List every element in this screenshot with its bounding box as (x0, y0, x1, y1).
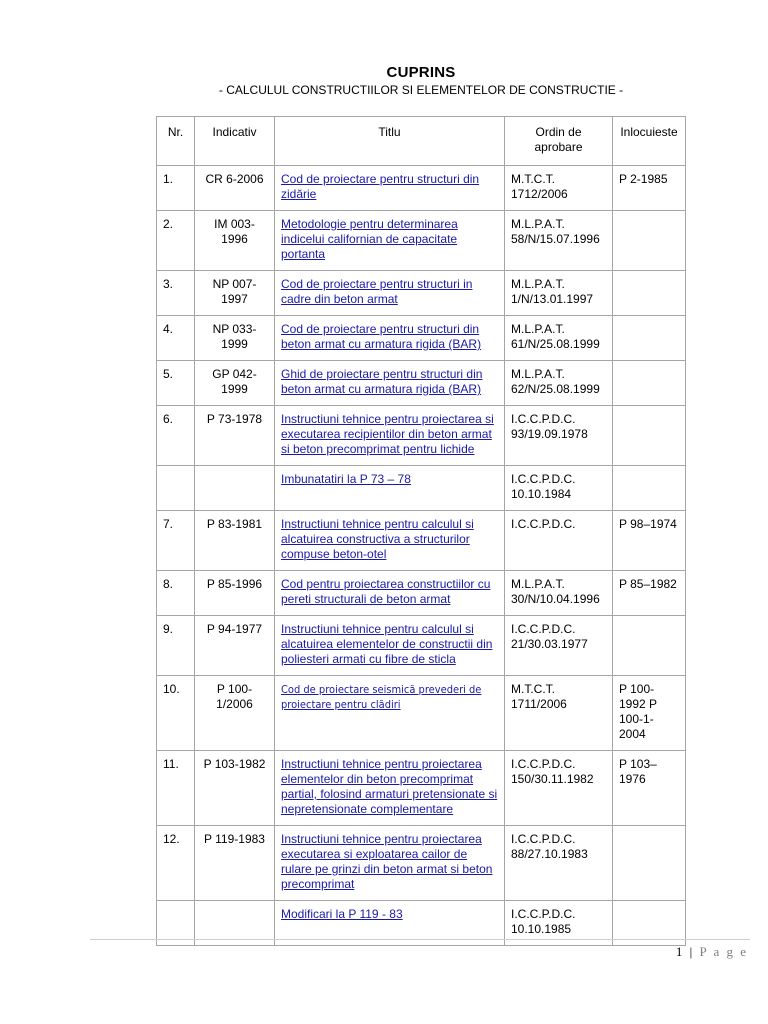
cell-inlocuieste: P 103–1976 (613, 751, 686, 826)
cell-titlu (275, 361, 505, 406)
cell-indicativ: P 94-1977 (195, 616, 275, 676)
cell-nr: 5. (157, 361, 195, 406)
document-link[interactable]: Instructiuni tehnice pentru proiectarea elementelor din beton precomprimat partial, folosind armaturi pretensionate si nepretensionate complementare (281, 757, 498, 816)
page-label: P a g e (699, 944, 748, 959)
cell-titlu (275, 316, 505, 361)
cell-indicativ: GP 042-1999 (195, 361, 275, 406)
document-link[interactable]: Imbunatatiri la P 73 – 78 (281, 472, 411, 486)
table-row (157, 316, 686, 361)
page-footer (676, 944, 748, 960)
cell-nr: 7. (157, 511, 195, 571)
table-row (157, 406, 686, 466)
document-link[interactable]: Instructiuni tehnice pentru proiectarea executarea si exploatarea cailor de rulare pe grinzi din beton armat si beton precomprimat (281, 832, 493, 891)
footer-divider (90, 939, 750, 940)
cell-nr: 6. (157, 406, 195, 466)
cell-inlocuieste (613, 466, 686, 511)
cell-nr: 1. (157, 166, 195, 211)
table-header-row (157, 117, 686, 166)
cell-ordin: I.C.C.P.D.C. (505, 511, 613, 571)
cell-ordin: M.L.P.A.T. 58/N/15.07.1996 (505, 211, 613, 271)
cell-titlu (275, 511, 505, 571)
document-link[interactable]: Modificari la P 119 - 83 (281, 907, 403, 921)
document-link[interactable]: Cod de proiectare pentru structuri din zidărie (281, 172, 480, 201)
document-link[interactable]: Instructiuni tehnice pentru calculul si alcatuirea elementelor de constructii din poliesteri armati cu fibre de sticla (281, 622, 493, 666)
page-number: 1 (675, 944, 685, 959)
column-header-nr: Nr. (157, 117, 195, 166)
cell-indicativ: P 100-1/2006 (195, 676, 275, 751)
column-header-ordin: Ordin de aprobare (505, 117, 613, 166)
column-header-indicativ: Indicativ (195, 117, 275, 166)
table-row (157, 211, 686, 271)
standards-table (156, 116, 686, 946)
cell-ordin: M.L.P.A.T. 62/N/25.08.1999 (505, 361, 613, 406)
cell-titlu (275, 676, 505, 751)
cell-indicativ: P 119-1983 (195, 826, 275, 901)
cell-nr: 9. (157, 616, 195, 676)
table-row (157, 166, 686, 211)
document-link[interactable]: Instructiuni tehnice pentru proiectarea si executarea recipientilor din beton armat si beton precomprimat pentru lichide (281, 412, 494, 456)
cell-titlu (275, 826, 505, 901)
table-row (157, 466, 686, 511)
cell-ordin: I.C.C.P.D.C. 150/30.11.1982 (505, 751, 613, 826)
cell-inlocuieste (613, 271, 686, 316)
cell-ordin: M.L.P.A.T. 1/N/13.01.1997 (505, 271, 613, 316)
cell-titlu (275, 616, 505, 676)
cell-ordin: I.C.C.P.D.C. 10.10.1985 (505, 901, 613, 946)
table-row (157, 676, 686, 751)
table-row (157, 571, 686, 616)
cell-inlocuieste (613, 616, 686, 676)
cell-titlu (275, 751, 505, 826)
cell-nr: 11. (157, 751, 195, 826)
cell-ordin: M.L.P.A.T. 61/N/25.08.1999 (505, 316, 613, 361)
document-link[interactable]: Cod de proiectare pentru structuri din beton armat cu armatura rigida (BAR) (281, 322, 482, 351)
cell-ordin: M.T.C.T. 1711/2006 (505, 676, 613, 751)
column-header-titlu: Titlu (275, 117, 505, 166)
cell-inlocuieste: P 2-1985 (613, 166, 686, 211)
cell-inlocuieste (613, 361, 686, 406)
cell-indicativ: IM 003-1996 (195, 211, 275, 271)
cell-ordin: I.C.C.P.D.C. 93/19.09.1978 (505, 406, 613, 466)
document-link[interactable]: Metodologie pentru determinarea indicelui californian de capacitate portanta (281, 217, 458, 261)
page-subtitle: - CALCULUL CONSTRUCTIILOR SI ELEMENTELOR DE CONSTRUCTIE - (218, 83, 624, 97)
table-row (157, 826, 686, 901)
cell-nr: 4. (157, 316, 195, 361)
table-row (157, 361, 686, 406)
cell-nr (157, 466, 195, 511)
column-header-inlocuieste: Inlocuieste (613, 117, 686, 166)
cell-ordin: M.L.P.A.T. 30/N/10.04.1996 (505, 571, 613, 616)
cell-indicativ: P 73-1978 (195, 406, 275, 466)
cell-ordin: I.C.C.P.D.C. 10.10.1984 (505, 466, 613, 511)
table-row (157, 511, 686, 571)
cell-indicativ: P 83-1981 (195, 511, 275, 571)
cell-nr: 12. (157, 826, 195, 901)
cell-inlocuieste: P 98–1974 (613, 511, 686, 571)
cell-indicativ: CR 6-2006 (195, 166, 275, 211)
page-title: CUPRINS (386, 64, 456, 81)
cell-indicativ: NP 007-1997 (195, 271, 275, 316)
cell-nr: 2. (157, 211, 195, 271)
cell-ordin: M.T.C.T. 1712/2006 (505, 166, 613, 211)
cell-indicativ (195, 466, 275, 511)
document-link[interactable]: Instructiuni tehnice pentru calculul si alcatuirea constructiva a structurilor compuse beton-otel (281, 517, 474, 561)
cell-titlu (275, 466, 505, 511)
cell-inlocuieste: P 85–1982 (613, 571, 686, 616)
cell-nr: 10. (157, 676, 195, 751)
document-link[interactable]: Cod de proiectare pentru structuri in cadre din beton armat (281, 277, 473, 306)
cell-inlocuieste: P 100-1992 P 100-1-2004 (613, 676, 686, 751)
cell-ordin: I.C.C.P.D.C. 21/30.03.1977 (505, 616, 613, 676)
cell-inlocuieste (613, 406, 686, 466)
cell-nr: 8. (157, 571, 195, 616)
cell-indicativ: P 103-1982 (195, 751, 275, 826)
cell-titlu (275, 166, 505, 211)
document-link[interactable]: Cod pentru proiectarea constructiilor cu pereti structurali de beton armat (281, 577, 491, 606)
cell-inlocuieste (613, 316, 686, 361)
cell-indicativ: NP 033-1999 (195, 316, 275, 361)
cell-titlu (275, 406, 505, 466)
document-link[interactable]: Ghid de proiectare pentru structuri din beton armat cu armatura rigida (BAR) (281, 367, 483, 396)
table-row (157, 271, 686, 316)
cell-inlocuieste (613, 211, 686, 271)
cell-titlu (275, 211, 505, 271)
cell-titlu (275, 271, 505, 316)
cell-inlocuieste (613, 826, 686, 901)
table-row (157, 751, 686, 826)
cell-ordin: I.C.C.P.D.C. 88/27.10.1983 (505, 826, 613, 901)
cell-titlu (275, 571, 505, 616)
cell-nr: 3. (157, 271, 195, 316)
document-link[interactable]: Cod de proiectare seismică prevederi de proiectare pentru clădiri (281, 683, 482, 711)
footer-separator: | (689, 944, 695, 959)
table-row (157, 616, 686, 676)
cell-indicativ: P 85-1996 (195, 571, 275, 616)
